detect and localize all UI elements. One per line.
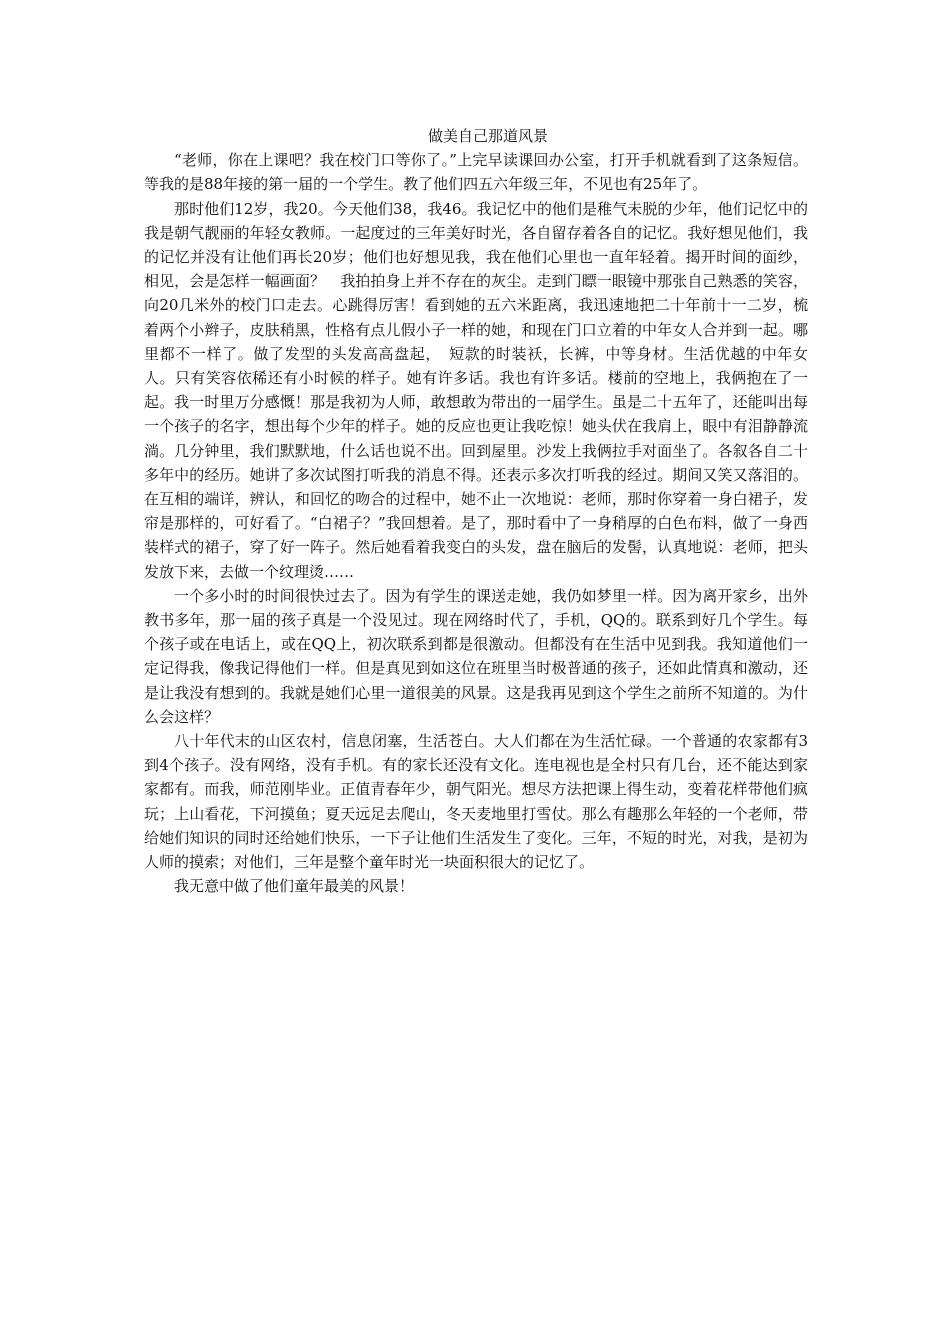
document-title: 做美自己那道风景 — [427, 127, 548, 145]
paragraph-3: 一个多小时的时间很快过去了。因为有学生的课送走她，我仍如梦里一样。因为离开家乡，出外教书多年，那一届的孩子真是一个没见过。现在网络时代了，手机，QQ的。联系到好几个学生。每个孩子或在电话上，或在QQ上，初次联系到都是很激动。但都没有在生活中见到我。我知道他们一定记得我，像我记得他们一样。但是真见到如这位在班里当时极普通的孩子，还如此情真和激动，还是让我没有想到的。我就是她们心里一道很美的风景。这是我再见到这个学生之前所不知道的。为什么会这样？ — [144, 586, 808, 726]
document-page — [144, 124, 808, 899]
paragraph-4: 八十年代末的山区农村，信息闭塞，生活苍白。大人们都在为生活忙碌。一个普通的农家都有3到4个孩子。没有网络，没有手机。有的家长还没有文化。连电视也是全村只有几台，还不能达到家家都有。而我，师范刚毕业。正值青春年少，朝气阳光。想尽方法把课上得生动，变着花样带他们疯玩；上山看花，下河摸鱼；夏天远足去爬山，冬天麦地里打雪仗。那么有趣那么年轻的一个老师，带给她们知识的同时还给她们快乐，一下子让他们生活发生了变化。三年，不短的时光，对我，是初为人师的摸索；对他们，三年是整个童年时光一块面积很大的记忆了。 — [144, 732, 808, 872]
paragraph-1: “老师，你在上课吧？我在校门口等你了。”上完早读课回办公室，打开手机就看到了这条短信。等我的是88年接的第一届的一个学生。教了他们四五六年级三年，不见也有25年了。 — [144, 151, 808, 194]
paragraph-2: 那时他们12岁，我20。今天他们38，我46。我记忆中的他们是稚气未脱的少年，他们记忆中的我是朝气靓丽的年轻女教师。一起度过的三年美好时光，各自留存着各自的记忆。我好想见他们，我的记忆并没有让他们再长20岁；他们也好想见我，我在他们心里也一直年轻着。揭开时间的面纱，相见，会是怎样一幅画面？ 我拍拍身上并不存在的灰尘。走到门瞟一眼镜中那张自己熟悉的笑容，向20几米外的校门口走去。心跳得厉害！看到她的五六米距离，我迅速地把二十年前十一二岁，梳着两个小辫子，皮肤稍黑，性格有点儿假小子一样的她，和现在门口立着的中年女人合并到一起。哪里都不一样了。做了发型的头发高高盘起， 短款的时装袄，长裤，中等身材。生活优越的中年女人。只有笑容依稀还有小时候的样子。她有许多话。我也有许多话。楼前的空地上，我俩抱在了一起。我一时里万分感慨！那是我初为人师，敢想敢为带出的一届学生。虽是二十五年了，还能叫出每一个孩子的名字，想出每个少年的样子。她的反应也更让我吃惊！她头伏在我肩上，眼中有泪静静流淌。几分钟里，我们默默地，什么话也说不出。回到屋里。沙发上我俩拉手对面坐了。各叙各自二十多年中的经历。她讲了多次试图打听我的消息不得。还表示多次打听我的经过。期间又笑又落泪的。在互相的端详，辨认，和回忆的吻合的过程中，她不止一次地说：老师，那时你穿着一身白裙子，发帘是那样的，可好看了。“白裙子？”我回想着。是了，那时看中了一身稍厚的白色布料，做了一身西装样式的裙子，穿了好一阵子。然后她看着我变白的头发，盘在脑后的发髻，认真地说：老师，把头发放下来，去做一个纹理烫…… — [144, 199, 808, 581]
paragraph-5: 我无意中做了他们童年最美的风景！ — [174, 877, 415, 896]
